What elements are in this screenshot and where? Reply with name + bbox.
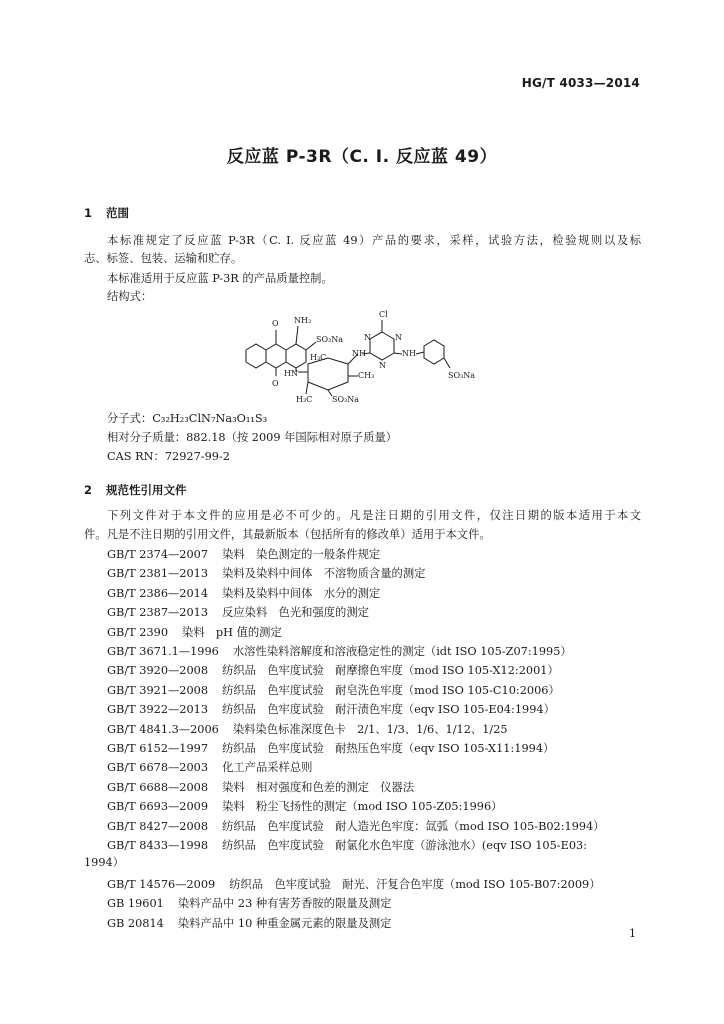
reference-code: GB/T 6678—2003 bbox=[107, 761, 209, 775]
reference-item bbox=[107, 818, 605, 834]
reference-code: GB/T 6152—1997 bbox=[107, 742, 209, 755]
reference-item bbox=[107, 740, 554, 756]
scope-paragraph-line-1: 本标准规定了反应蓝 P-3R（C. I. 反应蓝 49）产品的要求，采样，试验方法，检验规则以及标 bbox=[107, 234, 641, 247]
label-o-top: O bbox=[272, 319, 279, 328]
benzene-ring-right bbox=[424, 340, 444, 364]
label-hn: HN bbox=[284, 369, 298, 378]
reference-code: GB/T 3921—2008 bbox=[107, 683, 209, 697]
triazine-nh-bond-right bbox=[394, 353, 402, 354]
reference-item bbox=[107, 759, 312, 775]
reference-code: GB/T 3922—2013 bbox=[107, 703, 209, 717]
reference-title: 染料 pH 值的测定 bbox=[182, 625, 282, 639]
scope-paragraph-line-2: 志、标签、包装、运输和贮存。 bbox=[84, 252, 243, 265]
label-nh-1: NH bbox=[352, 349, 366, 358]
reference-item bbox=[107, 643, 572, 659]
amino-ring bbox=[286, 344, 306, 368]
reference-item bbox=[107, 876, 601, 892]
reference-code: GB/T 2387—2013 bbox=[107, 606, 209, 620]
label-nh2: NH₂ bbox=[294, 316, 312, 325]
reference-item bbox=[107, 565, 425, 581]
reference-title: 纺织品 色牢度试验 耐人造光色牢度：氙弧（mod ISO 105-B02:1994） bbox=[222, 819, 605, 833]
reference-code: GB/T 6693—2009 bbox=[107, 800, 209, 814]
reference-title: 纺织品 色牢度试验 耐热压色牢度（eqv ISO 105-X11:1994） bbox=[222, 742, 555, 755]
reference-code: GB/T 2381—2013 bbox=[107, 567, 209, 581]
standard-number: HG/T 4033—2014 bbox=[521, 76, 640, 90]
document-title: 反应蓝 P-3R（C. I. 反应蓝 49） bbox=[226, 147, 498, 167]
reference-title: 纺织品 色牢度试验 耐光、汗复合色牢度（mod ISO 105-B07:2009） bbox=[229, 877, 601, 891]
label-so3na-1: SO₃Na bbox=[316, 335, 344, 344]
reference-item bbox=[107, 624, 282, 640]
reference-item bbox=[107, 915, 391, 931]
reference-item bbox=[107, 895, 391, 911]
h3c-bond-2 bbox=[306, 382, 308, 394]
reference-title: 纺织品 色牢度试验 耐皂洗色牢度（mod ISO 105-C10:2006） bbox=[222, 683, 560, 697]
reference-title: 染料 相对强度和色差的测定 仪器法 bbox=[222, 780, 415, 794]
page-number: 1 bbox=[629, 927, 636, 940]
structure-label: 结构式： bbox=[107, 290, 153, 303]
so3na-bond-1 bbox=[306, 342, 316, 350]
reference-code: GB/T 6688—2008 bbox=[107, 780, 209, 794]
label-nh-2: NH bbox=[402, 349, 416, 358]
reference-code: GB/T 2386—2014 bbox=[107, 586, 209, 600]
reference-title: 纺织品 色牢度试验 耐摩擦色牢度（mod ISO 105-X12:2001） bbox=[222, 664, 559, 678]
references-intro-line-2: 件。凡是不注日期的引用文件，其最新版本（包括所有的修改单）适用于本文件。 bbox=[84, 528, 491, 541]
reference-title: 水溶性染料溶解度和溶液稳定性的测定（idt ISO 105-Z07:1995） bbox=[232, 645, 572, 658]
label-h3c-2: H₃C bbox=[296, 395, 313, 404]
reference-continuation: 1994） bbox=[84, 856, 125, 870]
reference-title: 纺织品 色牢度试验 耐氯化水色牢度（游泳池水）(eqv ISO 105-E03: bbox=[222, 839, 588, 852]
reference-code: GB/T 8433—1998 bbox=[107, 839, 209, 852]
label-n-3: N bbox=[379, 361, 386, 370]
cas-number: CAS RN：72927-99-2 bbox=[107, 450, 230, 463]
label-h3c-1: H₃C bbox=[310, 353, 327, 362]
reference-code: GB/T 2390 bbox=[107, 625, 169, 639]
reference-title: 纺织品 色牢度试验 耐汗渍色牢度（eqv ISO 105-E04:1994） bbox=[222, 703, 555, 717]
reference-item bbox=[107, 837, 587, 853]
structural-formula bbox=[236, 306, 506, 408]
reference-code: GB/T 3920—2008 bbox=[107, 664, 209, 678]
reference-code: GB/T 3671.1—1996 bbox=[107, 645, 219, 658]
section-2-heading bbox=[84, 482, 187, 498]
nh-phenyl-bond bbox=[416, 352, 424, 354]
reference-item bbox=[107, 604, 369, 620]
benzene-ring-lower bbox=[308, 358, 348, 390]
reference-item bbox=[107, 546, 380, 562]
reference-item bbox=[107, 585, 380, 601]
so3na-bond-3 bbox=[444, 358, 450, 368]
benzene-ring-left bbox=[246, 344, 266, 368]
reference-item bbox=[107, 779, 414, 795]
reference-item bbox=[107, 662, 559, 678]
reference-code: GB/T 8427—2008 bbox=[107, 819, 209, 833]
molecular-weight: 相对分子质量：882.18（按 2009 年国际相对原子质量） bbox=[107, 431, 398, 444]
reference-title: 染料产品中 23 种有害芳香胺的限量及测定 bbox=[177, 897, 392, 911]
section-2-title: 规范性引用文件 bbox=[106, 483, 187, 497]
reference-title: 染料染色标准深度色卡 2/1、1/3、1/6、1/12、1/25 bbox=[232, 722, 508, 736]
label-so3na-3: SO₃Na bbox=[332, 395, 360, 404]
reference-item bbox=[107, 701, 555, 717]
label-cl: Cl bbox=[379, 310, 388, 319]
reference-item bbox=[107, 682, 560, 698]
reference-title: 染料 染色测定的一般条件规定 bbox=[222, 548, 381, 561]
section-1-title: 范围 bbox=[106, 206, 129, 220]
nh2-bond bbox=[296, 326, 298, 344]
reference-title: 化工产品采样总则 bbox=[222, 761, 313, 775]
reference-title: 染料 粉尘飞扬性的测定（mod ISO 105-Z05:1996） bbox=[222, 800, 503, 814]
reference-title: 染料及染料中间体 不溶物质含量的测定 bbox=[222, 567, 426, 581]
molecular-formula: 分子式：C₃₂H₂₃ClN₇Na₃O₁₁S₃ bbox=[107, 412, 268, 425]
reference-code: GB/T 2374—2007 bbox=[107, 548, 209, 561]
reference-code: GB/T 14576—2009 bbox=[107, 877, 216, 891]
section-1-heading bbox=[84, 205, 129, 221]
triazine-ring bbox=[370, 332, 394, 360]
reference-item bbox=[107, 798, 502, 814]
references-intro-line-1: 下列文件对于本文件的应用是必不可少的。凡是注日期的引用文件，仅注日期的版本适用于本文 bbox=[107, 509, 641, 522]
reference-title: 反应染料 色光和强度的测定 bbox=[222, 606, 369, 620]
reference-code: GB 19601 bbox=[107, 897, 164, 911]
label-so3na-2: SO₃Na bbox=[448, 371, 476, 380]
reference-title: 染料及染料中间体 水分的测定 bbox=[222, 586, 381, 600]
quinone-ring bbox=[266, 344, 286, 368]
reference-title: 染料产品中 10 种重金属元素的限量及测定 bbox=[177, 916, 392, 930]
section-1-number: 1 bbox=[84, 206, 93, 220]
label-ch3: CH₃ bbox=[358, 371, 375, 380]
label-n-2: N bbox=[364, 333, 371, 342]
reference-code: GB/T 4841.3—2006 bbox=[107, 722, 219, 736]
reference-code: GB 20814 bbox=[107, 916, 164, 930]
label-o-bottom: O bbox=[272, 379, 279, 388]
label-n-1: N bbox=[395, 333, 402, 342]
reference-item bbox=[107, 721, 508, 737]
scope-applicability: 本标准适用于反应蓝 P-3R 的产品质量控制。 bbox=[107, 272, 333, 285]
section-2-number: 2 bbox=[84, 483, 93, 497]
